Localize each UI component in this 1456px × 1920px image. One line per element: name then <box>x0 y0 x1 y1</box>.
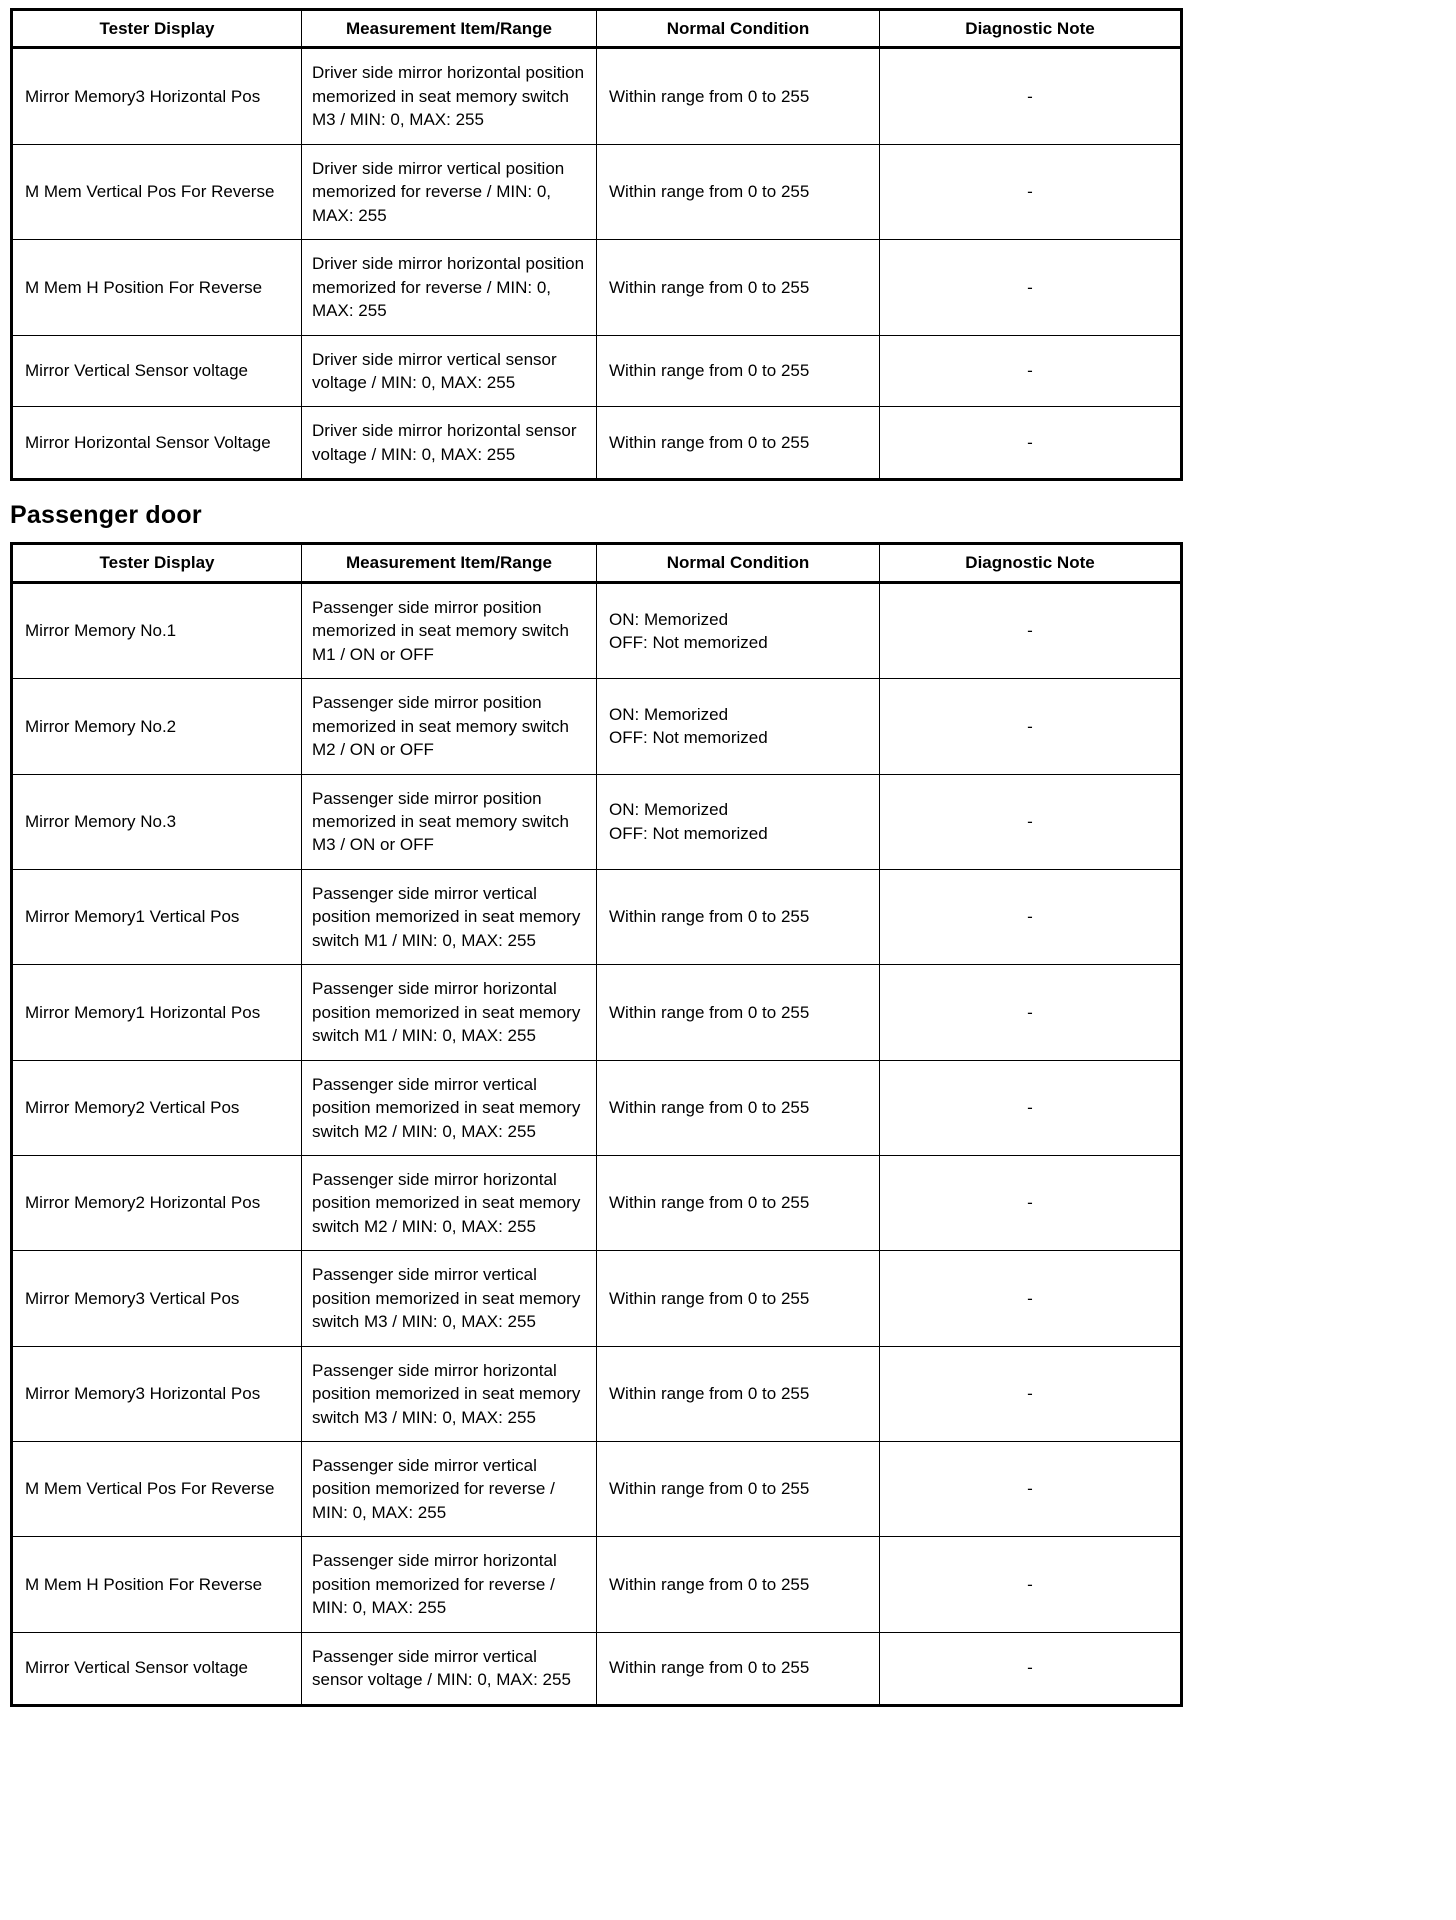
table-header-row <box>12 544 1182 582</box>
column-header-tester-display: Tester Display <box>12 544 302 582</box>
table-row <box>12 1537 1182 1632</box>
tester-display-cell: Mirror Memory1 Vertical Pos <box>12 869 302 964</box>
tester-display-cell: Mirror Memory No.3 <box>12 774 302 869</box>
table-row <box>12 1060 1182 1155</box>
tester-display-cell: M Mem Vertical Pos For Reverse <box>12 1442 302 1537</box>
table-row <box>12 774 1182 869</box>
passenger-door-data-table <box>10 542 1183 1706</box>
column-header-measurement-item-range: Measurement Item/Range <box>302 10 597 48</box>
table-row <box>12 1442 1182 1537</box>
table-row <box>12 582 1182 678</box>
tester-display-cell: M Mem H Position For Reverse <box>12 1537 302 1632</box>
normal-condition-cell: ON: Memorized OFF: Not memorized <box>597 582 880 678</box>
diagnostic-note-cell: - <box>880 240 1182 335</box>
table-row <box>12 335 1182 407</box>
tester-display-cell: Mirror Vertical Sensor voltage <box>12 335 302 407</box>
measurement-item-cell: Passenger side mirror vertical sensor voltage / MIN: 0, MAX: 255 <box>302 1632 597 1705</box>
tester-display-cell: Mirror Memory No.1 <box>12 582 302 678</box>
measurement-item-cell: Driver side mirror horizontal position memorized for reverse / MIN: 0, MAX: 255 <box>302 240 597 335</box>
diagnostic-note-cell: - <box>880 582 1182 678</box>
measurement-item-cell: Driver side mirror vertical sensor voltage / MIN: 0, MAX: 255 <box>302 335 597 407</box>
column-header-diagnostic-note: Diagnostic Note <box>880 544 1182 582</box>
measurement-item-cell: Driver side mirror vertical position memorized for reverse / MIN: 0, MAX: 255 <box>302 144 597 239</box>
normal-condition-cell: ON: Memorized OFF: Not memorized <box>597 679 880 774</box>
normal-condition-cell: Within range from 0 to 255 <box>597 965 880 1060</box>
normal-condition-cell: Within range from 0 to 255 <box>597 1251 880 1346</box>
diagnostic-note-cell: - <box>880 774 1182 869</box>
diagnostic-note-cell: - <box>880 407 1182 480</box>
normal-condition-cell: Within range from 0 to 255 <box>597 1632 880 1705</box>
normal-condition-cell: Within range from 0 to 255 <box>597 407 880 480</box>
normal-condition-cell: Within range from 0 to 255 <box>597 1346 880 1441</box>
normal-condition-cell: Within range from 0 to 255 <box>597 144 880 239</box>
measurement-item-cell: Driver side mirror horizontal sensor voltage / MIN: 0, MAX: 255 <box>302 407 597 480</box>
column-header-measurement-item-range: Measurement Item/Range <box>302 544 597 582</box>
table-row <box>12 48 1182 144</box>
diagnostic-note-cell: - <box>880 1251 1182 1346</box>
tester-display-cell: Mirror Horizontal Sensor Voltage <box>12 407 302 480</box>
diagnostic-note-cell: - <box>880 869 1182 964</box>
normal-condition-cell: ON: Memorized OFF: Not memorized <box>597 774 880 869</box>
diagnostic-note-cell: - <box>880 1060 1182 1155</box>
normal-condition-cell: Within range from 0 to 255 <box>597 1155 880 1250</box>
table-header-row <box>12 10 1182 48</box>
normal-condition-cell: Within range from 0 to 255 <box>597 1060 880 1155</box>
column-header-diagnostic-note: Diagnostic Note <box>880 10 1182 48</box>
measurement-item-cell: Passenger side mirror position memorized in seat memory switch M2 / ON or OFF <box>302 679 597 774</box>
measurement-item-cell: Passenger side mirror vertical position memorized for reverse / MIN: 0, MAX: 255 <box>302 1442 597 1537</box>
measurement-item-cell: Driver side mirror horizontal position memorized in seat memory switch M3 / MIN: 0, MAX: 255 <box>302 48 597 144</box>
table-row <box>12 1251 1182 1346</box>
tester-display-cell: M Mem Vertical Pos For Reverse <box>12 144 302 239</box>
table-row <box>12 1632 1182 1705</box>
table-row <box>12 144 1182 239</box>
measurement-item-cell: Passenger side mirror vertical position memorized in seat memory switch M2 / MIN: 0, MAX: 255 <box>302 1060 597 1155</box>
tester-display-cell: Mirror Memory1 Horizontal Pos <box>12 965 302 1060</box>
measurement-item-cell: Passenger side mirror vertical position memorized in seat memory switch M1 / MIN: 0, MAX: 255 <box>302 869 597 964</box>
tester-display-cell: Mirror Memory2 Vertical Pos <box>12 1060 302 1155</box>
normal-condition-cell: Within range from 0 to 255 <box>597 869 880 964</box>
measurement-item-cell: Passenger side mirror horizontal position memorized in seat memory switch M3 / MIN: 0, MAX: 255 <box>302 1346 597 1441</box>
diagnostic-note-cell: - <box>880 48 1182 144</box>
table-row <box>12 869 1182 964</box>
diagnostic-note-cell: - <box>880 144 1182 239</box>
table-row <box>12 240 1182 335</box>
table-row <box>12 679 1182 774</box>
normal-condition-cell: Within range from 0 to 255 <box>597 48 880 144</box>
column-header-tester-display: Tester Display <box>12 10 302 48</box>
table-row <box>12 965 1182 1060</box>
table-row <box>12 1155 1182 1250</box>
column-header-normal-condition: Normal Condition <box>597 544 880 582</box>
measurement-item-cell: Passenger side mirror horizontal position memorized for reverse / MIN: 0, MAX: 255 <box>302 1537 597 1632</box>
measurement-item-cell: Passenger side mirror horizontal position memorized in seat memory switch M1 / MIN: 0, MAX: 255 <box>302 965 597 1060</box>
column-header-normal-condition: Normal Condition <box>597 10 880 48</box>
diagnostic-note-cell: - <box>880 1155 1182 1250</box>
tester-display-cell: Mirror Memory3 Horizontal Pos <box>12 48 302 144</box>
diagnostic-note-cell: - <box>880 965 1182 1060</box>
normal-condition-cell: Within range from 0 to 255 <box>597 335 880 407</box>
diagnostic-note-cell: - <box>880 679 1182 774</box>
driver-door-data-table <box>10 8 1183 481</box>
table-row <box>12 1346 1182 1441</box>
diagnostic-note-cell: - <box>880 1346 1182 1441</box>
tester-display-cell: M Mem H Position For Reverse <box>12 240 302 335</box>
diagnostic-note-cell: - <box>880 1537 1182 1632</box>
tester-display-cell: Mirror Memory No.2 <box>12 679 302 774</box>
tester-display-cell: Mirror Vertical Sensor voltage <box>12 1632 302 1705</box>
tester-display-cell: Mirror Memory2 Horizontal Pos <box>12 1155 302 1250</box>
diagnostic-note-cell: - <box>880 1442 1182 1537</box>
diagnostic-note-cell: - <box>880 1632 1182 1705</box>
measurement-item-cell: Passenger side mirror vertical position memorized in seat memory switch M3 / MIN: 0, MAX: 255 <box>302 1251 597 1346</box>
table-row <box>12 407 1182 480</box>
section-heading-passenger-door: Passenger door <box>10 501 202 530</box>
measurement-item-cell: Passenger side mirror position memorized in seat memory switch M1 / ON or OFF <box>302 582 597 678</box>
measurement-item-cell: Passenger side mirror horizontal position memorized in seat memory switch M2 / MIN: 0, MAX: 255 <box>302 1155 597 1250</box>
tester-display-cell: Mirror Memory3 Vertical Pos <box>12 1251 302 1346</box>
normal-condition-cell: Within range from 0 to 255 <box>597 1537 880 1632</box>
normal-condition-cell: Within range from 0 to 255 <box>597 240 880 335</box>
measurement-item-cell: Passenger side mirror position memorized in seat memory switch M3 / ON or OFF <box>302 774 597 869</box>
diagnostic-note-cell: - <box>880 335 1182 407</box>
normal-condition-cell: Within range from 0 to 255 <box>597 1442 880 1537</box>
tester-display-cell: Mirror Memory3 Horizontal Pos <box>12 1346 302 1441</box>
